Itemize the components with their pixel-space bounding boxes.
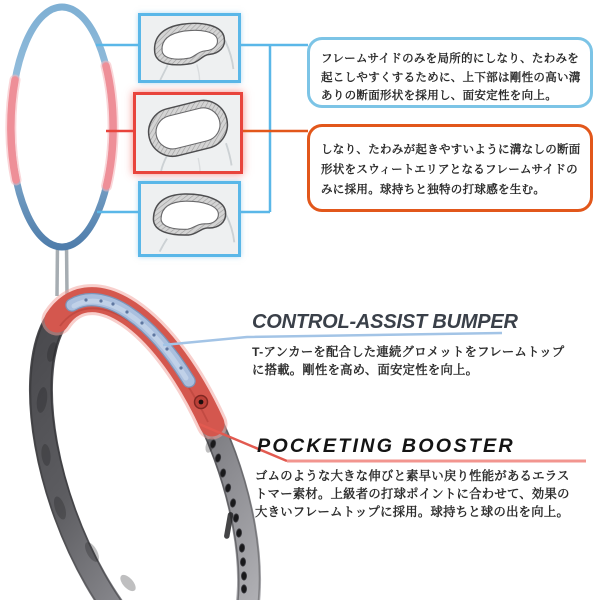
racket-head-illustration [11,7,113,296]
carbon-texture [35,341,216,594]
feature-description-bumper [252,343,565,379]
pocketing-booster-section [57,300,212,424]
bubble-grooved-description [307,37,593,108]
cross-section-box-top [138,13,241,83]
cross-section-box-bottom [138,181,241,257]
cross-section-grooveless-icon [136,95,240,171]
feature-text-line: ゴムのような大きな伸びと素早い戻り性能があるエラス [255,469,570,483]
frame-side-pink-left [11,80,16,180]
grommet-holes [209,439,246,593]
feature-description-booster [255,467,570,521]
bubble-text-line: 形状をスウィートエリアとなるフレームサイドの [321,164,578,176]
frame-slot [224,512,234,540]
bubble-text-line: ありの断面形状を採用し、面安定性を向上。 [321,90,557,103]
bubble-text-line: 起こしやすくするために、上下部は剛性の高い溝 [321,71,581,84]
cross-section-grooved-icon [141,184,238,254]
feature-text-line: T-アンカーを配合した連続グロメットをフレームトップ [252,345,565,359]
frame-side-pink-right [106,66,113,186]
bubble-text-line: フレームサイドのみを局所的にしなり、たわみを [321,53,580,65]
feature-title-control-assist-bumper: CONTROL-ASSIST BUMPER [252,311,518,333]
cross-section-grooved-icon [141,16,238,80]
frame-render-3d [0,259,306,600]
feature-title-pocketing-booster: POCKETING BOOSTER [257,436,515,457]
feature-text-line: トマー素材。上級者の打球ポイントに合わせて、効果の [255,487,570,502]
control-assist-bumper-strip [72,300,189,381]
bumper-grommet-dots [84,298,182,369]
bubble-text-line: みに採用。球持ちと独特の打球感を生む。 [321,184,546,196]
cross-section-box-middle [133,92,243,174]
racket-shaft [57,243,58,296]
red-grommet [195,396,208,409]
feature-text-line: に搭載。剛性を高め、面安定性を向上。 [252,363,479,378]
bubble-text-line: しなり、たわみが起きやすいように溝なしの断面 [321,144,581,156]
bubble-grooveless-description [307,124,593,212]
feature-text-line: 大きいフレームトップに採用。球持ちと球の出を向上。 [255,505,570,520]
